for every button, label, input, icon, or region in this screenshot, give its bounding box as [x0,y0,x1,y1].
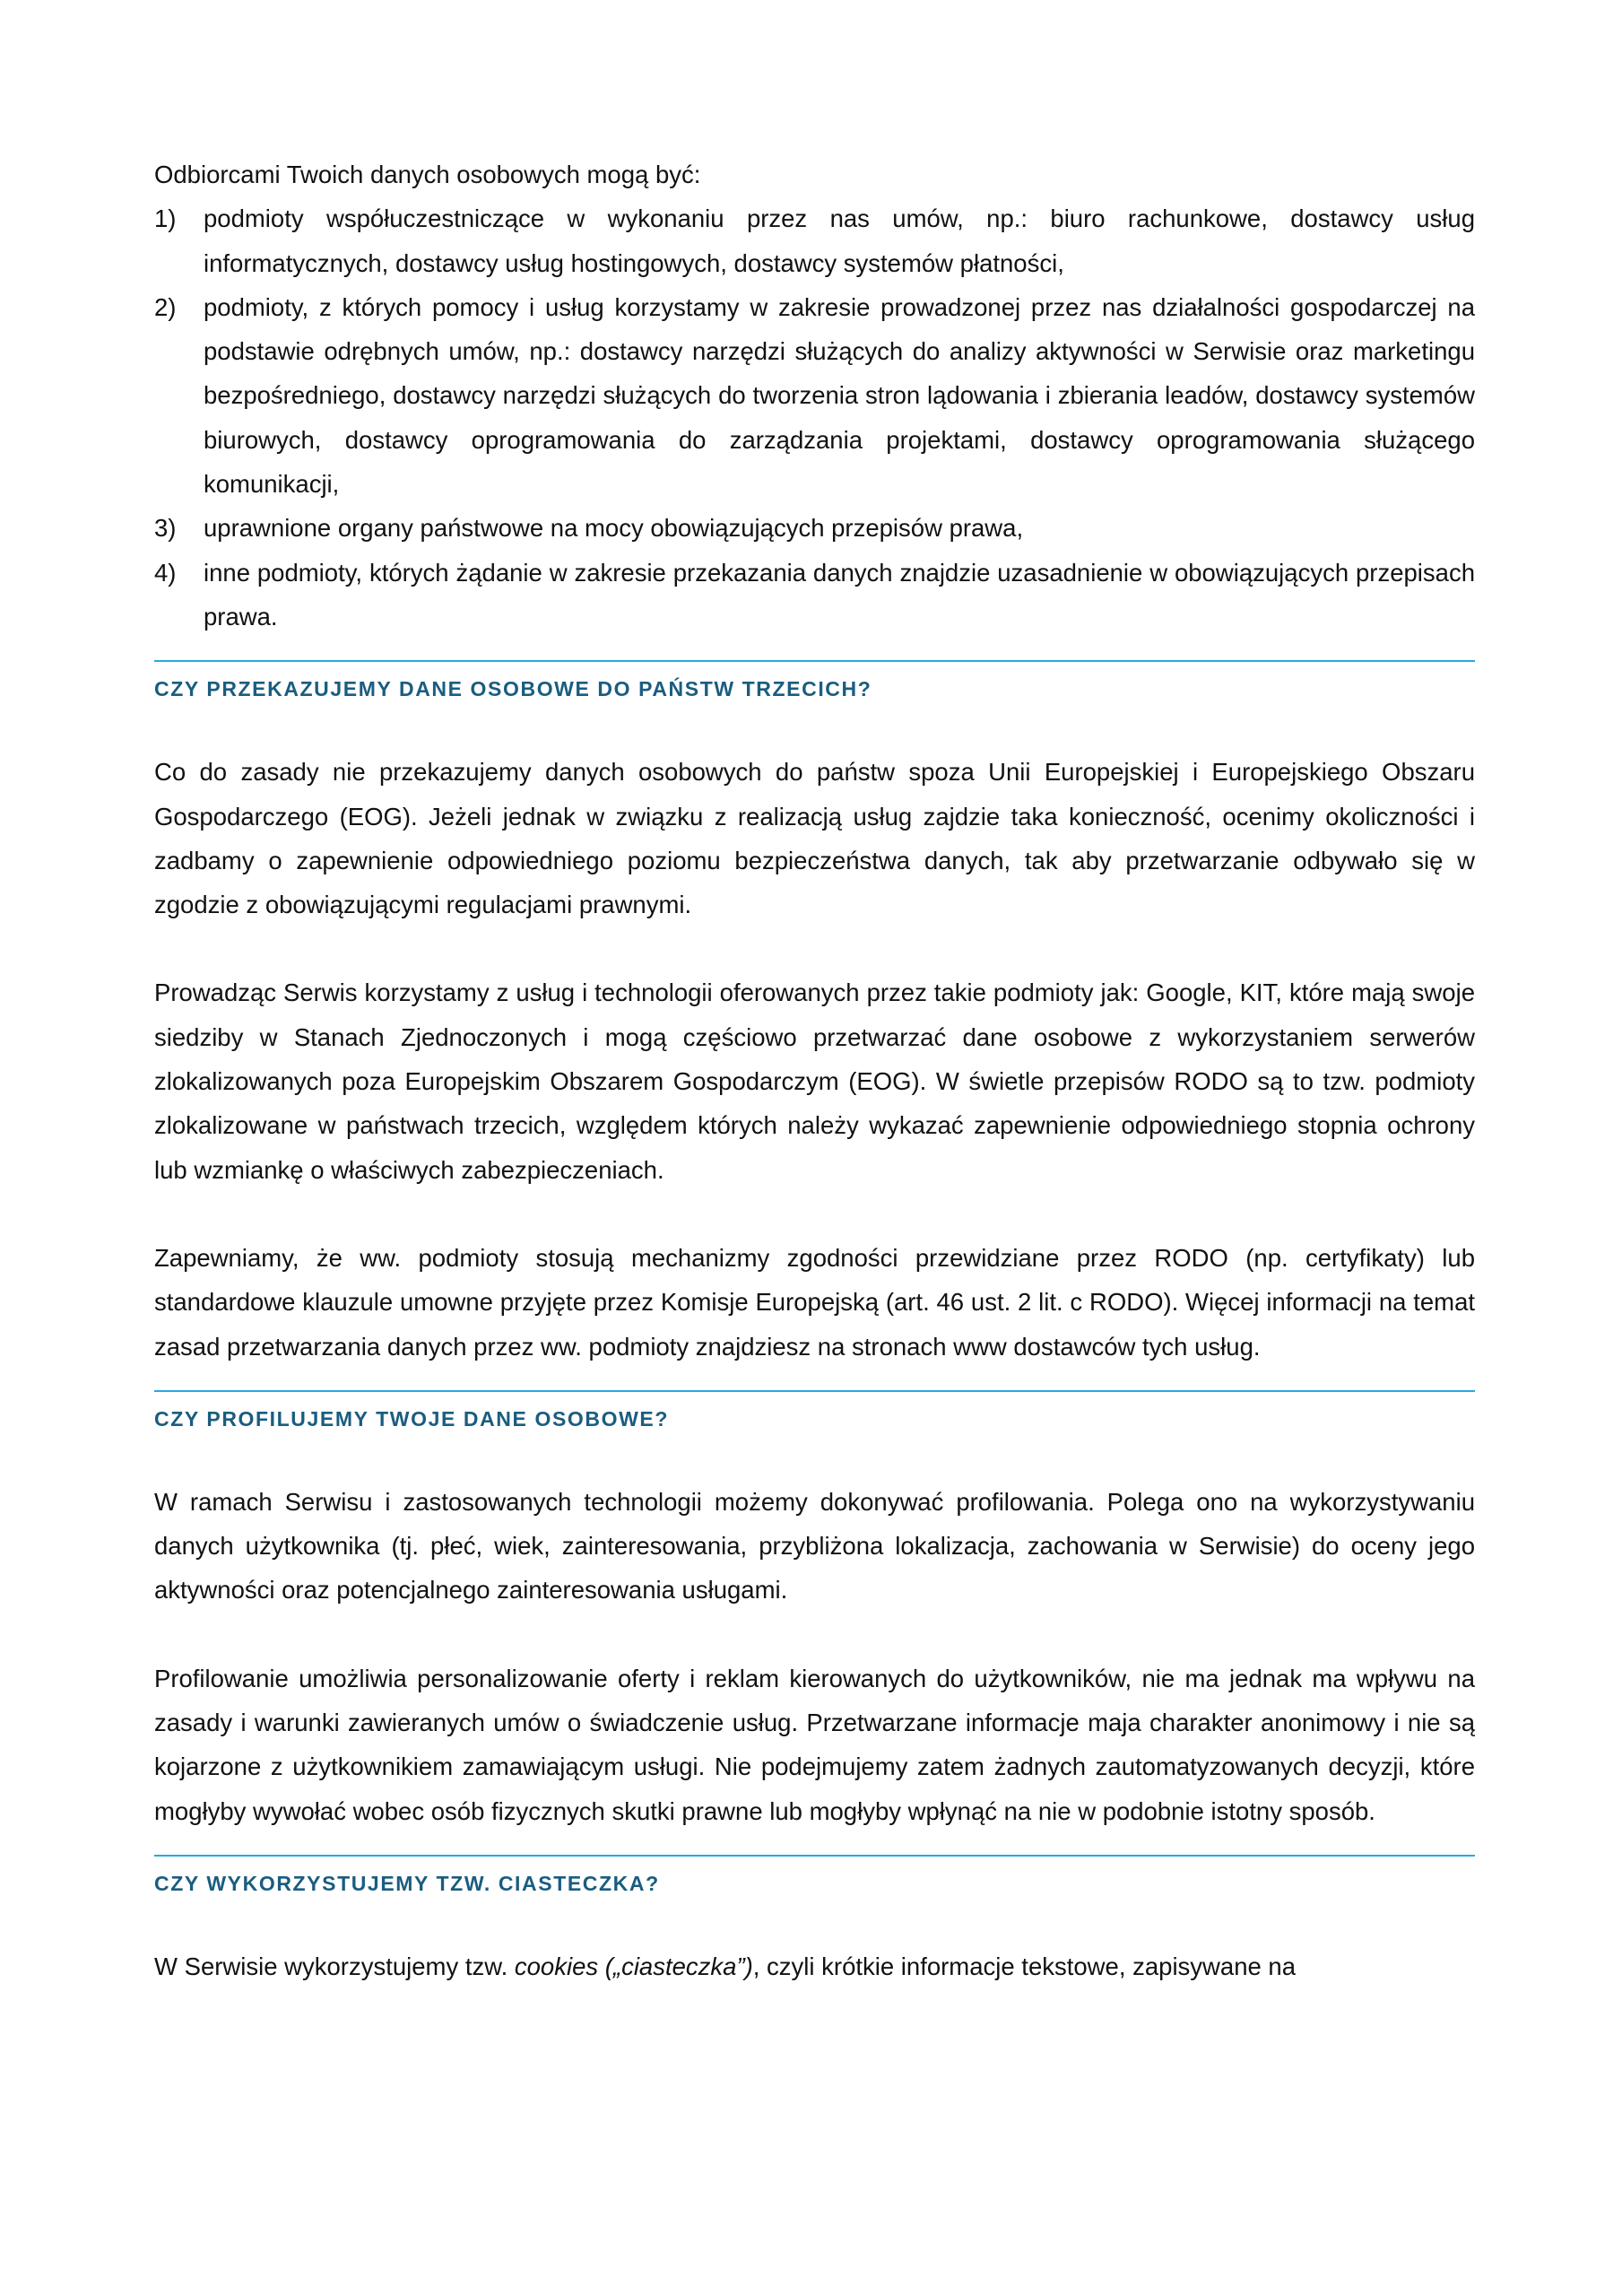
list-item-text: podmioty współuczestniczące w wykonaniu przez nas umów, np.: biuro rachunkowe, dostawcy usług informatycznych, dostawcy usług hostingowych, dostawcy systemów płatności, [204,204,1475,277]
text: , czyli krótkie informacje tekstowe, zapisywane na [752,1952,1297,1980]
list-item [154,506,1475,550]
paragraph: Co do zasady nie przekazujemy danych osobowych do państw spoza Unii Europejskiej i Europejskiego Obszaru Gospodarczego (EOG). Jeżeli jednak w związku z realizacją usług zajdzie taka konieczność, ocenimy okoliczności i zadbamy o zapewnienie odpowiedniego poziomu bezpieczeństwa danych, tak aby przetwarzanie odbywało się w zgodzie z obowiązującymi regulacjami prawnymi. [154,758,1475,919]
list-item-text: podmioty, z których pomocy i usług korzystamy w zakresie prowadzonej przez nas działalności gospodarczej na podstawie odrębnych umów, np.: dostawcy narzędzi służących do analizy aktywności w Serwisie oraz marketingu bezpośredniego, dostawcy narzędzi służących do tworzenia stron lądowania i zbierania leadów, dostawcy systemów biurowych, dostawcy oprogramowania do zarządzania projektami, dostawcy oprogramowania służącego komunikacji, [204,292,1475,499]
list-item [154,285,1475,506]
paragraph-cookies [154,1944,1475,1988]
document-page [154,152,1475,1988]
list-item [154,551,1475,639]
recipients-intro: Odbiorcami Twoich danych osobowych mogą być: [154,161,701,188]
recipients-list [154,196,1475,639]
paragraph: Zapewniamy, że ww. podmioty stosują mechanizmy zgodności przewidziane przez RODO (np. certyfikaty) lub standardowe klauzule umowne przyjęte przez Komisje Europejską (art. 46 ust. 2 lit. c RODO). Więcej informacji na temat zasad przetwarzania danych przez ww. podmioty znajdziesz na stronach www dostawców tych usług. [154,1243,1475,1361]
list-number: 4) [154,558,177,587]
section-heading-cookies: CZY WYKORZYSTUJEMY TZW. CIASTECZKA? [154,1855,1475,1901]
paragraph: Profilowanie umożliwia personalizowanie oferty i reklam kierowanych do użytkowników, nie ma jednak ma wpływu na zasady i warunki zawieranych umów o świadczenie usług. Przetwarzane informacje maja charakter anonimowy i nie są kojarzone z użytkownikiem zamawiającym usługi. Nie podejmujemy zatem żadnych zautomatyzowanych decyzji, które mogłyby wywołać wobec osób fizycznych skutki prawne lub mogłyby wpłynąć na nie w podobnie istotny sposób. [154,1664,1475,1825]
list-number: 2) [154,292,177,321]
list-number: 1) [154,204,177,233]
paragraph: W ramach Serwisu i zastosowanych technologii możemy dokonywać profilowania. Polega ono na wykorzystywaniu danych użytkownika (tj. płeć, wiek, zainteresowania, przybliżona lokalizacja, zachowania w Serwisie) do oceny jego aktywności oraz potencjalnego zainteresowania usługami. [154,1487,1475,1605]
list-item-text: inne podmioty, których żądanie w zakresie przekazania danych znajdzie uzasadnienie w obowiązujących przepisach prawa. [204,558,1475,631]
section-heading-third-countries: CZY PRZEKAZUJEMY DANE OSOBOWE DO PAŃSTW TRZECICH? [154,660,1475,707]
section-heading-profiling: CZY PROFILUJEMY TWOJE DANE OSOBOWE? [154,1390,1475,1437]
list-item-text: uprawnione organy państwowe na mocy obowiązujących przepisów prawa, [204,514,1024,543]
list-number: 3) [154,514,177,543]
text: W Serwisie wykorzystujemy tzw. [154,1952,515,1980]
list-item [154,196,1475,285]
paragraph: Prowadząc Serwis korzystamy z usług i technologii oferowanych przez takie podmioty jak: Google, KIT, które mają swoje siedziby w Stanach Zjednoczonych i mogą częściowo przetwarzać dane osobowe z wykorzystaniem serwerów zlokalizowanych poza Europejskim Obszarem Gospodarczym (EOG). W świetle przepisów RODO są to tzw. podmioty zlokalizowane w państwach trzecich, względem których należy wykazać zapewnienie odpowiedniego stopnia ochrony lub wzmiankę o właściwych zabezpieczeniach. [154,978,1475,1184]
italic-term: cookies („ciasteczka”) [514,1952,753,1980]
